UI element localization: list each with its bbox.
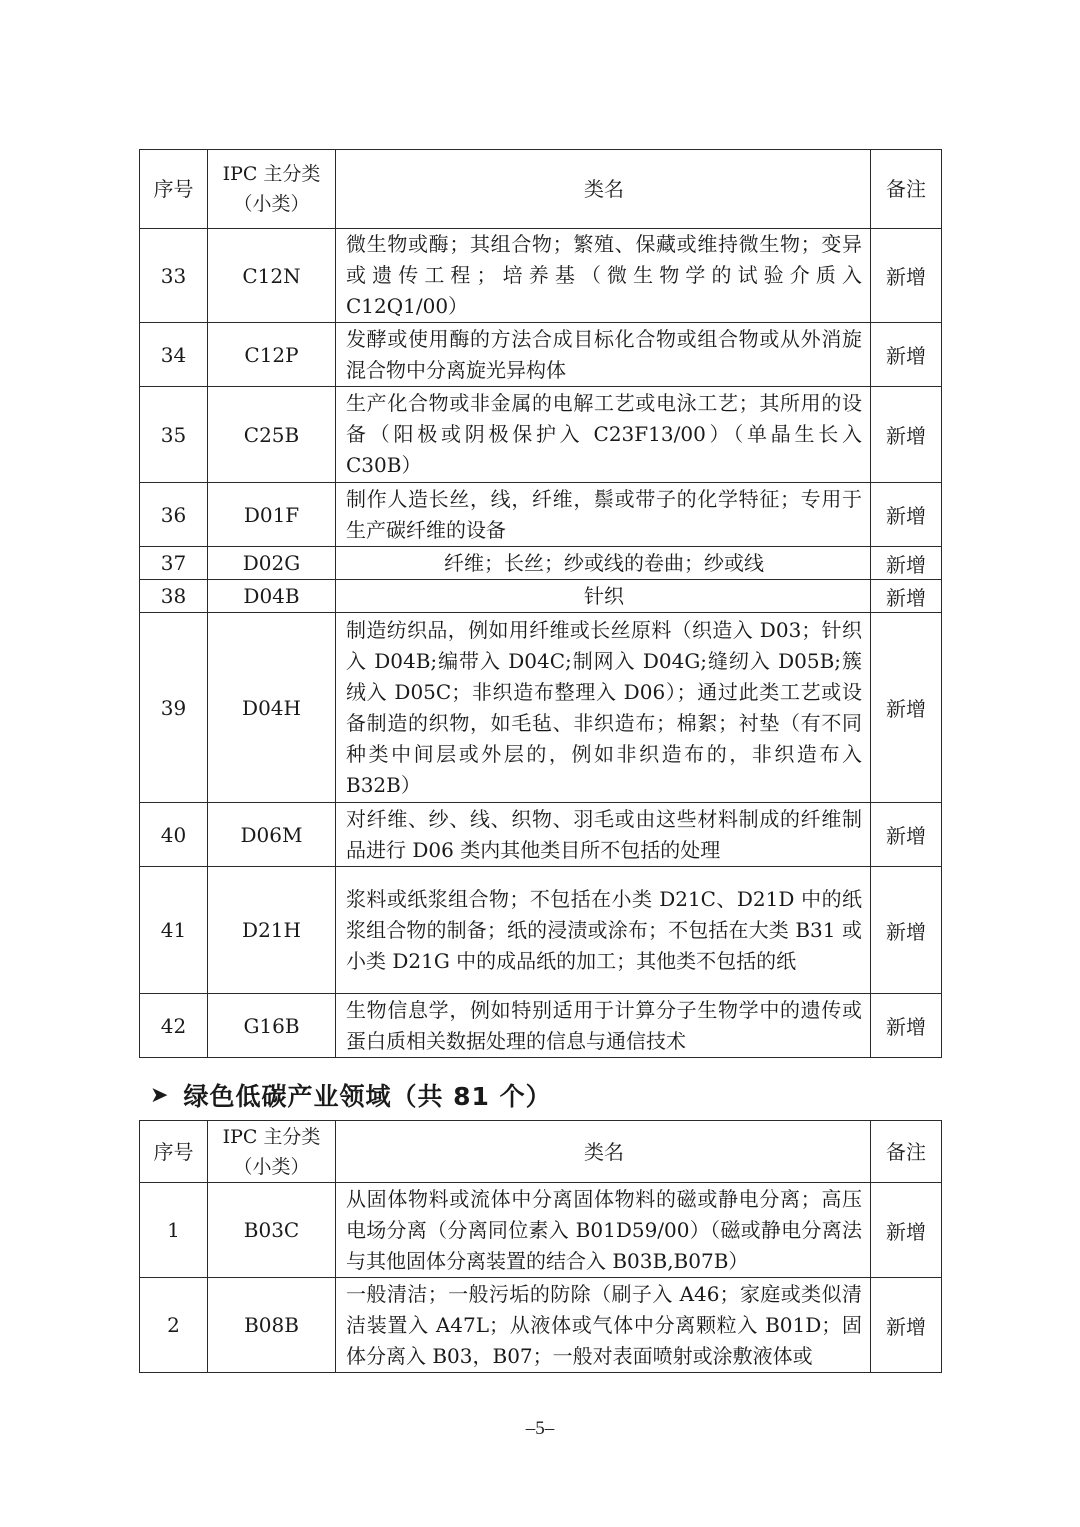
row-note: 新增 xyxy=(871,867,942,994)
table-row xyxy=(140,1183,942,1278)
table-row xyxy=(140,613,942,803)
row-name: 浆料或纸浆组合物；不包括在小类 D21C、D21D 中的纸浆组合物的制备；纸的浸渍或涂布；不包括在大类 B31 或小类 D21G 中的成品纸的加工；其他类不包括的纸 xyxy=(336,867,871,994)
row-name: 纤维；长丝；纱或线的卷曲；纱或线 xyxy=(336,547,871,580)
row-ipc: C12N xyxy=(208,229,336,323)
row-note: 新增 xyxy=(871,387,942,483)
ipc-table-part1 xyxy=(139,149,942,1058)
section-title: 绿色低碳产业领域（共 81 个） xyxy=(183,1082,552,1111)
header-name: 类名 xyxy=(336,1121,871,1183)
ipc-table-part2 xyxy=(139,1120,942,1373)
row-note: 新增 xyxy=(871,323,942,387)
row-seq: 1 xyxy=(140,1183,208,1278)
row-note: 新增 xyxy=(871,229,942,323)
table-row xyxy=(140,323,942,387)
row-name: 生物信息学，例如特别适用于计算分子生物学中的遗传或蛋白质相关数据处理的信息与通信技术 xyxy=(336,994,871,1058)
table-row xyxy=(140,803,942,867)
header-seq: 序号 xyxy=(140,150,208,229)
table-row xyxy=(140,547,942,580)
row-name: 微生物或酶；其组合物；繁殖、保藏或维持微生物；变异或遗传工程；培养基（微生物学的试验介质入 C12Q1/00） xyxy=(336,229,871,323)
row-seq: 36 xyxy=(140,483,208,547)
row-note: 新增 xyxy=(871,1278,942,1373)
row-seq: 40 xyxy=(140,803,208,867)
row-name: 发酵或使用酶的方法合成目标化合物或组合物或从外消旋混合物中分离旋光异构体 xyxy=(336,323,871,387)
row-name: 从固体物料或流体中分离固体物料的磁或静电分离；高压电场分离（分离同位素入 B01D59/00）（磁或静电分离法与其他固体分离装置的结合入 B03B,B07B） xyxy=(336,1183,871,1278)
row-ipc: C12P xyxy=(208,323,336,387)
table-row xyxy=(140,867,942,994)
row-note: 新增 xyxy=(871,483,942,547)
row-note: 新增 xyxy=(871,547,942,580)
row-seq: 38 xyxy=(140,580,208,613)
row-name: 制造纺织品，例如用纤维或长丝原料（织造入 D03；针织入 D04B;编带入 D04C;制网入 D04G;缝纫入 D05B;簇绒入 D05C；非织造布整理入 D06）；通过此类工艺或设备制造的织物，如毛毡、非织造布；棉絮；衬垫（有不同种类中间层或外层的，例如非织造布的，非织造布入 B32B） xyxy=(336,613,871,803)
table-row xyxy=(140,387,942,483)
table-header-row xyxy=(140,150,942,229)
row-ipc: B03C xyxy=(208,1183,336,1278)
row-seq: 41 xyxy=(140,867,208,994)
row-ipc: D21H xyxy=(208,867,336,994)
header-ipc-line1: IPC 主分类 xyxy=(222,1125,321,1148)
header-name: 类名 xyxy=(336,150,871,229)
row-name: 制作人造长丝，线，纤维，鬃或带子的化学特征；专用于生产碳纤维的设备 xyxy=(336,483,871,547)
row-note: 新增 xyxy=(871,1183,942,1278)
row-ipc: D04H xyxy=(208,613,336,803)
row-note: 新增 xyxy=(871,803,942,867)
header-note: 备注 xyxy=(871,150,942,229)
table-row xyxy=(140,580,942,613)
table-row xyxy=(140,994,942,1058)
row-name: 生产化合物或非金属的电解工艺或电泳工艺；其所用的设备（阳极或阴极保护入 C23F13/00）（单晶生长入 C30B） xyxy=(336,387,871,483)
row-ipc: D02G xyxy=(208,547,336,580)
table-row xyxy=(140,1278,942,1373)
row-name: 对纤维、纱、线、织物、羽毛或由这些材料制成的纤维制品进行 D06 类内其他类目所不包括的处理 xyxy=(336,803,871,867)
header-ipc-line1: IPC 主分类 xyxy=(222,163,321,185)
row-seq: 35 xyxy=(140,387,208,483)
row-seq: 2 xyxy=(140,1278,208,1373)
row-ipc: D06M xyxy=(208,803,336,867)
page-number: –5– xyxy=(525,1418,555,1439)
row-name: 针织 xyxy=(336,580,871,613)
row-ipc: B08B xyxy=(208,1278,336,1373)
row-ipc: C25B xyxy=(208,387,336,483)
row-note: 新增 xyxy=(871,580,942,613)
table-row xyxy=(140,229,942,323)
header-ipc xyxy=(208,1121,336,1183)
header-ipc xyxy=(208,150,336,229)
row-seq: 34 xyxy=(140,323,208,387)
row-ipc: D01F xyxy=(208,483,336,547)
row-ipc: G16B xyxy=(208,994,336,1058)
header-note: 备注 xyxy=(871,1121,942,1183)
row-seq: 33 xyxy=(140,229,208,323)
row-note: 新增 xyxy=(871,994,942,1058)
section-heading xyxy=(150,1078,552,1112)
row-ipc: D04B xyxy=(208,580,336,613)
table-row xyxy=(140,483,942,547)
row-name: 一般清洁；一般污垢的防除（刷子入 A46；家庭或类似清洁装置入 A47L；从液体或气体中分离颗粒入 B01D；固体分离入 B03，B07；一般对表面喷射或涂敷液体或 xyxy=(336,1278,871,1373)
row-note: 新增 xyxy=(871,613,942,803)
row-seq: 39 xyxy=(140,613,208,803)
header-seq: 序号 xyxy=(140,1121,208,1183)
row-seq: 37 xyxy=(140,547,208,580)
arrow-bullet-icon: ➤ xyxy=(150,1082,170,1108)
row-seq: 42 xyxy=(140,994,208,1058)
header-ipc-line2: （小类） xyxy=(233,193,310,215)
table-header-row xyxy=(140,1121,942,1183)
header-ipc-line2: （小类） xyxy=(233,1155,310,1178)
